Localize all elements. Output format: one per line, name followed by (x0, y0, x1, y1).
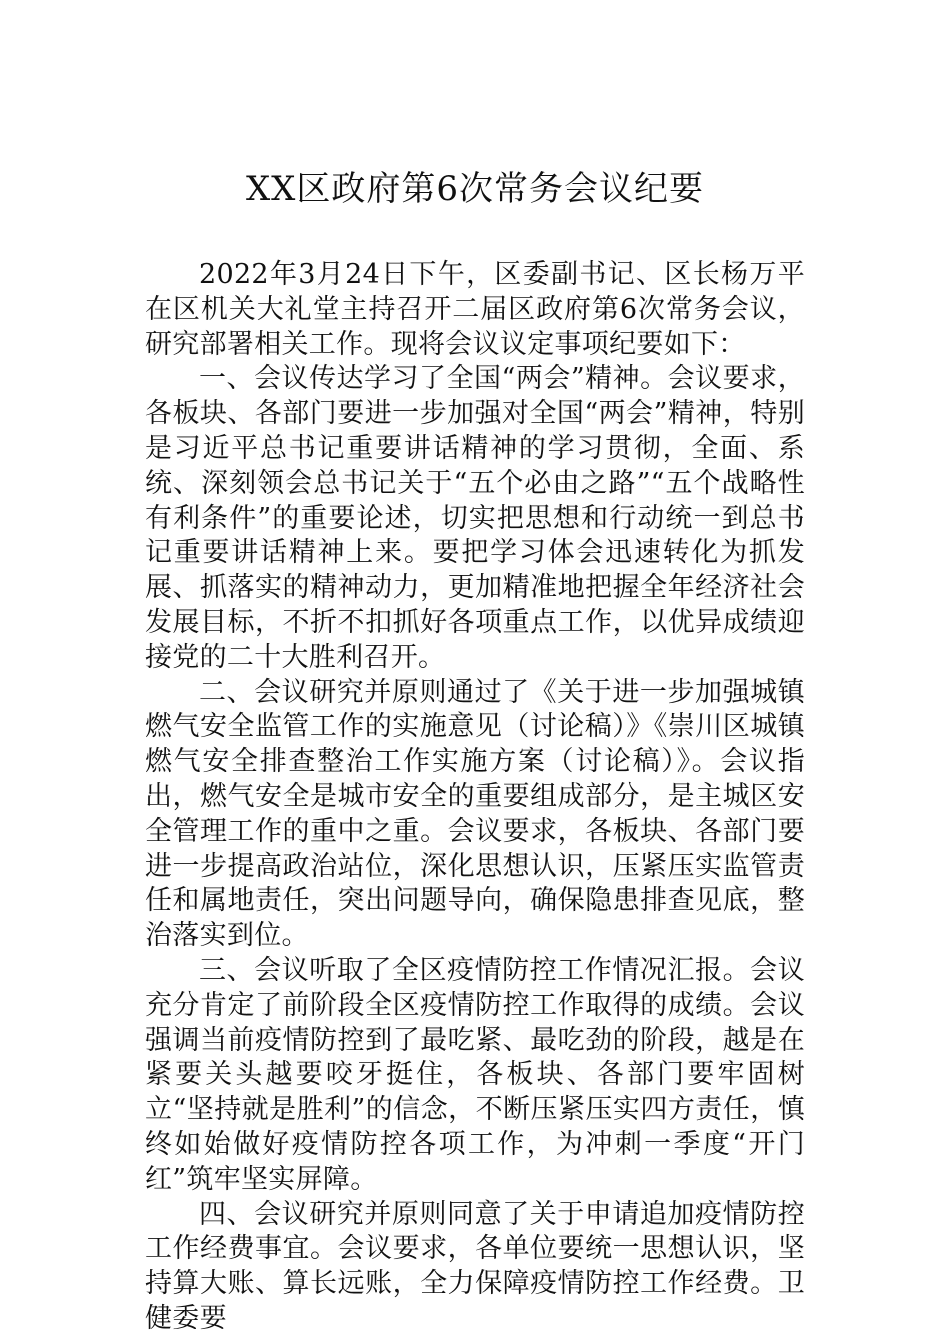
item-2-paragraph: 二、会议研究并原则通过了《关于进一步加强城镇燃气安全监管工作的实施意见（讨论稿）》《崇川区城镇燃气安全排查整治工作实施方案（讨论稿）》。会议指出，燃气安全是城市安全的重要组成部分，是主城区安全管理工作的重中之重。会议要求，各板块、各部门要进一步提高政治站位，深化思想认识，压紧压实监管责任和属地责任，突出问题导向，确保隐患排查见底，整治落实到位。 (145, 676, 805, 952)
item-3-paragraph: 三、会议听取了全区疫情防控工作情况汇报。会议充分肯定了前阶段全区疫情防控工作取得的成绩。会议强调当前疫情防控到了最吃紧、最吃劲的阶段，越是在紧要关头越要咬牙挺住，各板块、各部门要牢固树立“坚持就是胜利”的信念，不断压紧压实四方责任，慎终如始做好疫情防控各项工作，为冲刺一季度“开门红”筑牢坚实屏障。 (145, 954, 805, 1195)
document-body (145, 258, 805, 1337)
intro-paragraph: 2022年3月24日下午，区委副书记、区长杨万平在区机关大礼堂主持召开二届区政府第6次常务会议，研究部署相关工作。现将会议议定事项纪要如下： (145, 259, 805, 360)
item-4-paragraph: 四、会议研究并原则同意了关于申请追加疫情防控工作经费事宜。会议要求，各单位要统一思想认识，坚持算大账、算长远账，全力保障疫情防控工作经费。卫健委要 (145, 1198, 805, 1334)
item-1-paragraph: 一、会议传达学习了全国“两会”精神。会议要求，各板块、各部门要进一步加强对全国“两会”精神，特别是习近平总书记重要讲话精神的学习贯彻，全面、系统、深刻领会总书记关于“五个必由之路”“五个战略性有利条件”的重要论述，切实把思想和行动统一到总书记重要讲话精神上来。要把学习体会迅速转化为抓发展、抓落实的精神动力，更加精准地把握全年经济社会发展目标，不折不扣抓好各项重点工作，以优异成绩迎接党的二十大胜利召开。 (145, 363, 805, 673)
document-title: XX区政府第6次常务会议纪要 (245, 169, 705, 209)
